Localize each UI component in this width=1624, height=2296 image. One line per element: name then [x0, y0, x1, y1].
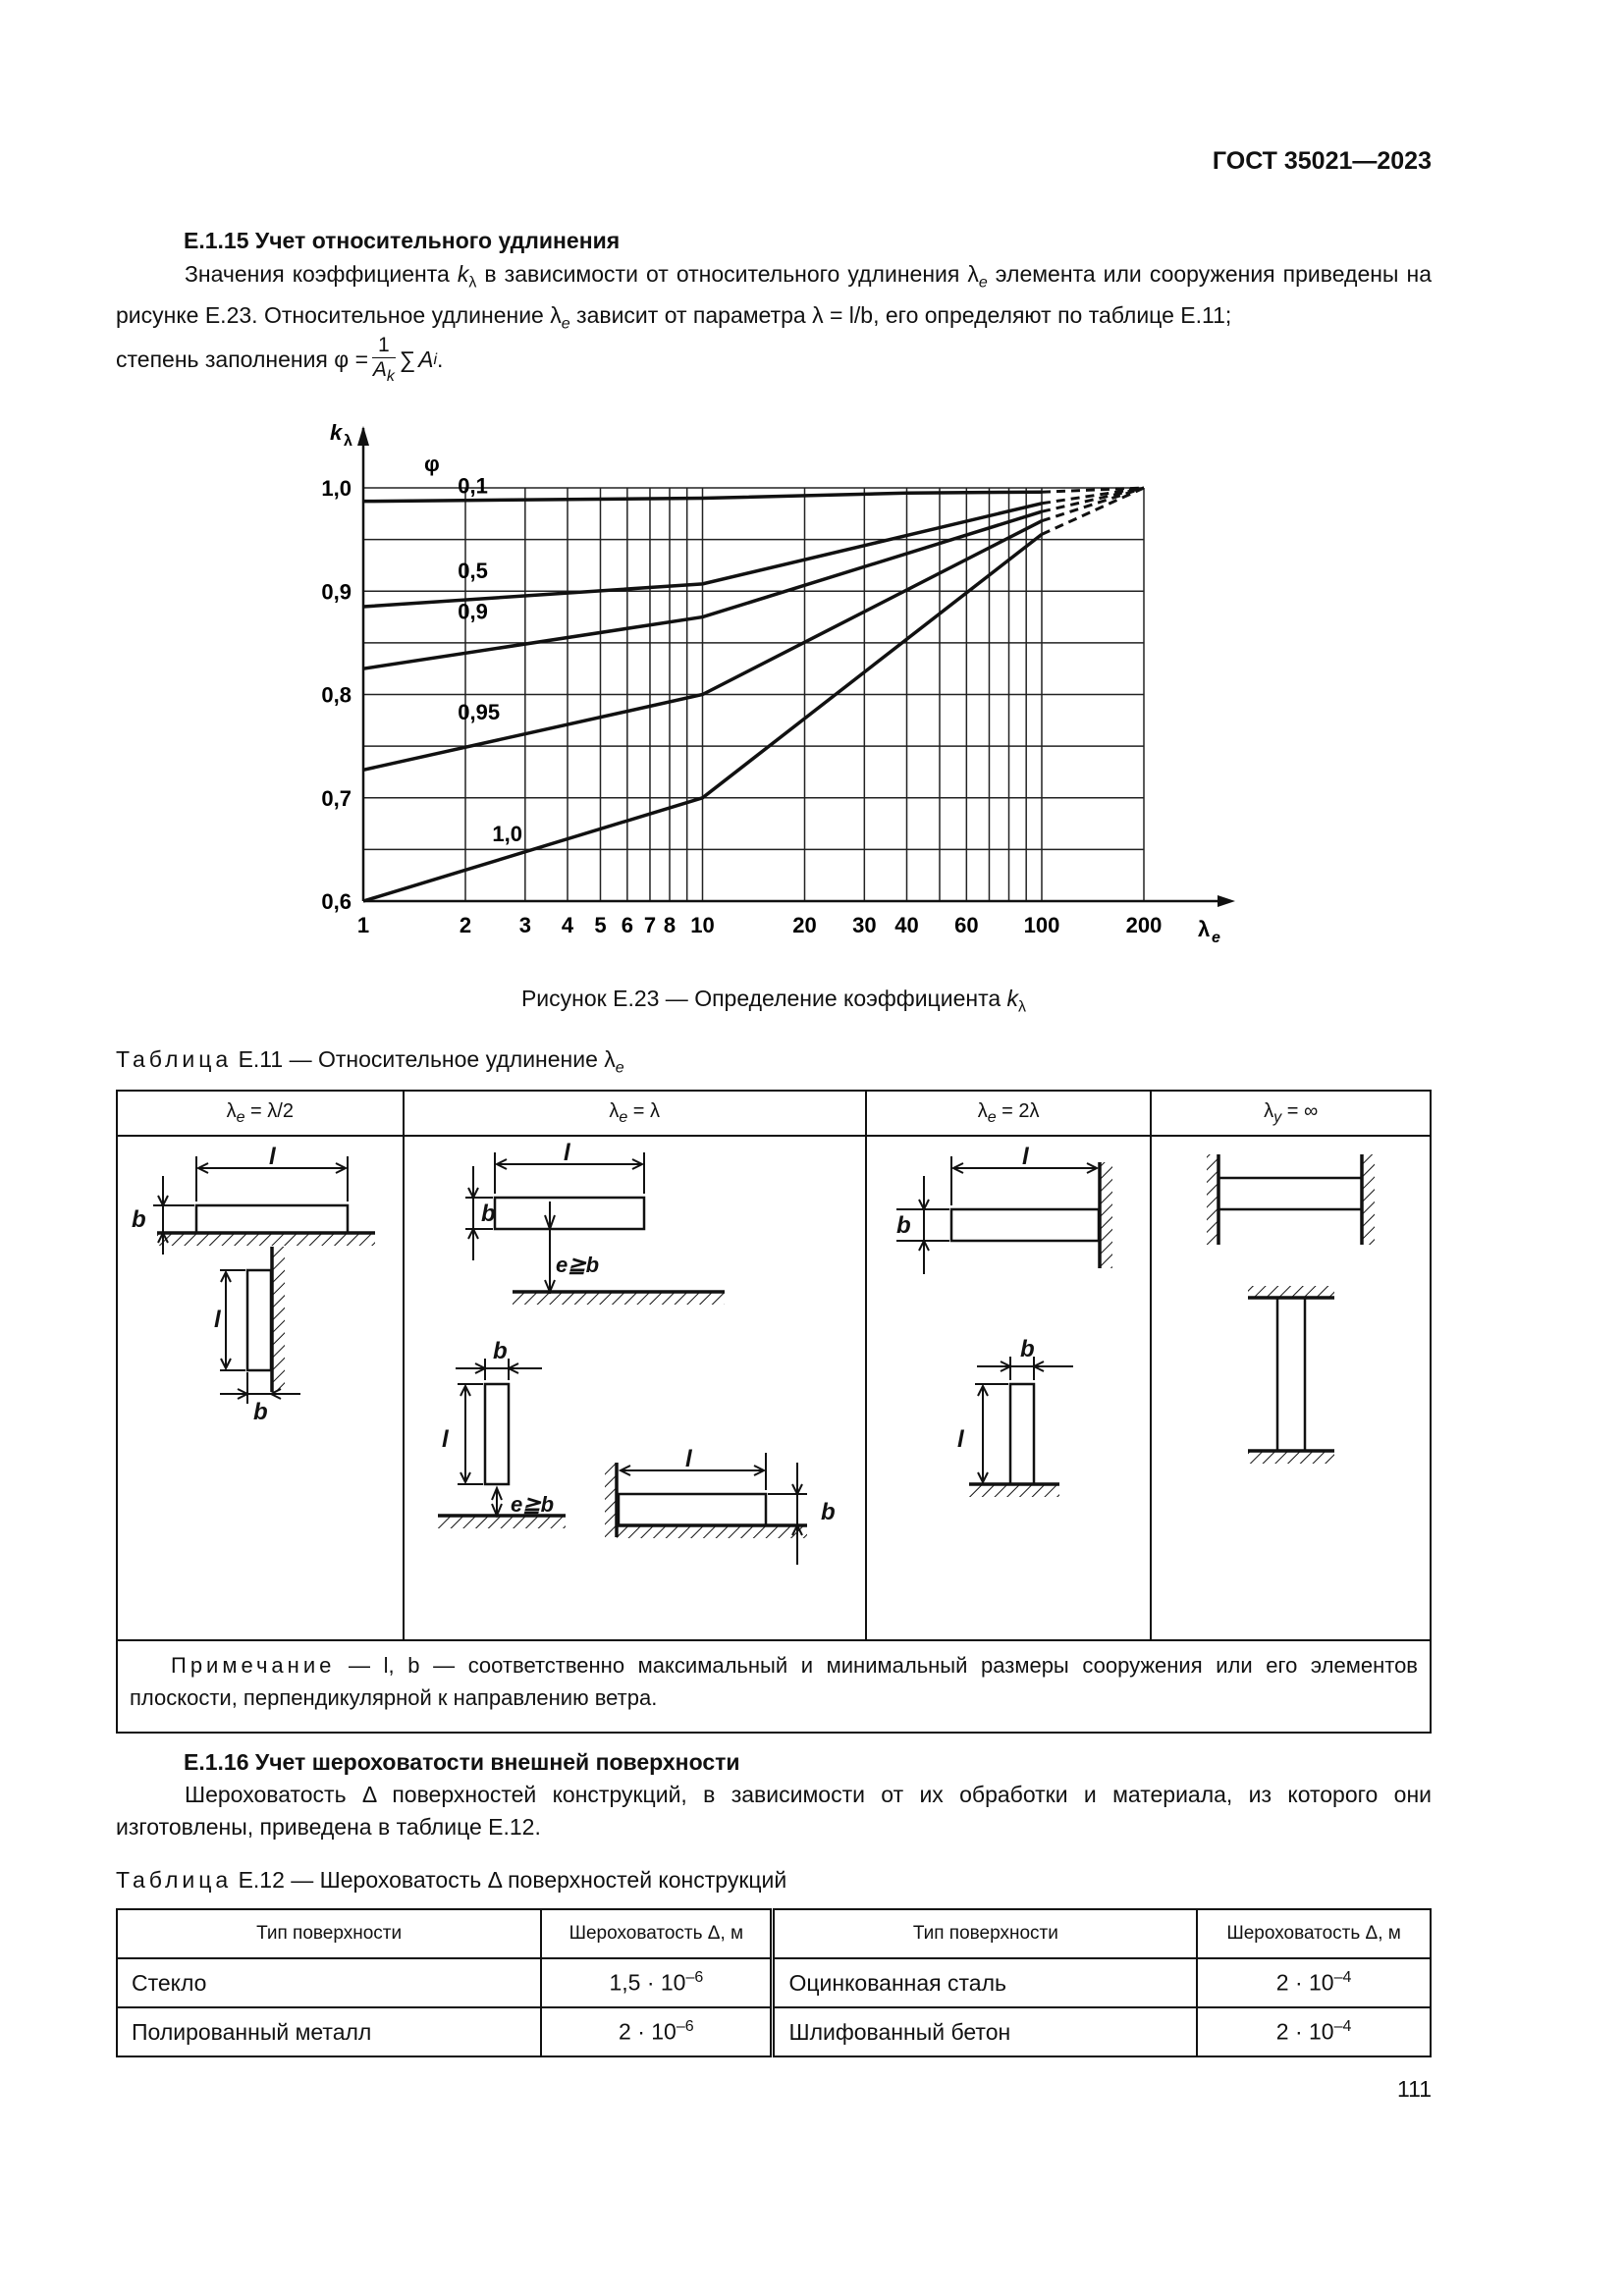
- table-e11-header-half: $\lambda_e = \lambda/2$: [117, 1091, 404, 1136]
- x-tick-label: 200: [1125, 913, 1163, 937]
- y-tick-label: 0,7: [321, 785, 352, 811]
- x-tick-label: 4: [561, 913, 574, 937]
- surface-type: Шлифованный бетон: [773, 2007, 1197, 2056]
- x-tick-label: 40: [894, 913, 919, 937]
- y-tick-label: 0,6: [321, 889, 352, 914]
- table-e12-head-type: Тип поверхности: [117, 1909, 541, 1958]
- table-e12: [116, 1908, 1432, 2057]
- x-tick-label: 6: [621, 913, 633, 937]
- table-row: [117, 1958, 1431, 2007]
- x-tick-label: 10: [690, 913, 715, 937]
- table-e12-head-roughness: Шероховатость Δ, м: [541, 1909, 773, 1958]
- curve-label: 1,0: [492, 821, 522, 846]
- table-e12-head-type: Тип поверхности: [773, 1909, 1197, 1958]
- y-axis-label-sub: λ: [344, 433, 352, 450]
- infinite-elongation-diagram: [1152, 1137, 1432, 1639]
- paragraph-e116: Шероховатость Δ поверхностей конструкций, в зависимости от их обработки и материала, из которого они изготовлены, приведена в таблице Е.12.: [116, 1782, 1432, 1840]
- curve-label: 0,9: [458, 599, 488, 624]
- y-axis-label: k: [330, 420, 343, 445]
- label-b: b: [253, 1399, 268, 1425]
- curve-label: 0,1: [458, 473, 488, 499]
- roughness-value: $2 \cdot 10^{-4}$: [1197, 2007, 1431, 2056]
- roughness-value: $2 \cdot 10^{-4}$: [1197, 1958, 1431, 2007]
- table-e11-header-equal: $\lambda_e = \lambda$: [404, 1091, 866, 1136]
- x-tick-label: 5: [594, 913, 607, 937]
- label-l: l: [214, 1307, 221, 1333]
- y-axis-arrow: [357, 426, 369, 446]
- diagram-cell-infinite: [1151, 1136, 1431, 1640]
- standard-header: ГОСТ 35021—2023: [1212, 147, 1432, 175]
- table-e11-caption: Таблица Е.11 — Относительное удлинение $\lambda_e$: [116, 1046, 624, 1077]
- label-b: b: [895, 1212, 911, 1239]
- x-tick-label: 2: [459, 913, 472, 937]
- figure-caption: Рисунок Е.23 — Определение коэффициента $k_\lambda$: [520, 986, 1027, 1016]
- y-tick-label: 0,8: [321, 682, 352, 708]
- curve-label: 0,95: [458, 699, 501, 724]
- section-title-e116: Е.1.16 Учет шероховатости внешней поверхности: [184, 1749, 740, 1775]
- fill-ratio-formula: степень заполнения φ = $\frac{1}{A_k}$ ∑ A i .: [116, 334, 444, 386]
- label-e: e≧b: [555, 1253, 599, 1277]
- roughness-value: $2 \cdot 10^{-6}$: [541, 2007, 773, 2056]
- curve-label: 0,5: [458, 559, 488, 584]
- y-tick-label: 1,0: [321, 476, 352, 501]
- diagram-cell-equal: [404, 1136, 866, 1640]
- x-tick-label: 1: [356, 913, 370, 937]
- label-b: b: [132, 1206, 146, 1233]
- x-axis-arrow: [1218, 895, 1235, 907]
- diagram-cell-double: [866, 1136, 1152, 1640]
- label-l: l: [563, 1140, 570, 1166]
- label-l: l: [1021, 1144, 1029, 1170]
- label-l: l: [684, 1446, 692, 1472]
- legend-title: φ: [424, 452, 440, 476]
- table-e11-note: Примечание — l, b — соответственно максимальный и минимальный размеры сооружения или его элементов плоскости, перпендикулярной к направлению ветра.: [117, 1640, 1431, 1733]
- roughness-value: $1,5 \cdot 10^{-6}$: [541, 1958, 773, 2007]
- x-tick-label: 20: [792, 913, 817, 937]
- equal-elongation-diagram: [405, 1137, 868, 1639]
- surface-type: Стекло: [117, 1958, 541, 2007]
- label-b: b: [480, 1201, 496, 1227]
- half-elongation-diagram: [118, 1137, 405, 1639]
- page-number: 111: [1397, 2076, 1432, 2102]
- x-tick-label: 60: [954, 913, 979, 937]
- surface-type: Полированный металл: [117, 2007, 541, 2056]
- label-e: e≧b: [510, 1492, 554, 1517]
- label-b: b: [1019, 1336, 1035, 1362]
- section-title-e115: Е.1.15 Учет относительного удлинения: [184, 228, 621, 253]
- x-axis-label: λ: [1198, 917, 1211, 941]
- label-b: b: [492, 1338, 508, 1364]
- diagram-cell-half: [117, 1136, 404, 1640]
- x-tick-label: 8: [663, 913, 677, 937]
- table-row: [117, 2007, 1431, 2056]
- surface-type: Оцинкованная сталь: [773, 1958, 1197, 2007]
- paragraph-e115: Значения коэффициента $k_\lambda$ в зависимости от относительного удлинения $\lambda_e$ элемента или сооружения приведены на рисунке Е.23. Относительное удлинение $\lambda_e$ зависит от параметра λ = l/b, его определяют по таблице Е.11;: [116, 261, 1432, 333]
- x-tick-label: 30: [852, 913, 877, 937]
- x-tick-label: 7: [643, 913, 657, 937]
- double-elongation-diagram: [867, 1137, 1153, 1639]
- table-e12-caption: Таблица Е.12 — Шероховатость Δ поверхностей конструкций: [116, 1867, 787, 1893]
- y-tick-label: 0,9: [321, 579, 352, 605]
- table-e11: [116, 1090, 1432, 1734]
- table-e12-head-roughness: Шероховатость Δ, м: [1197, 1909, 1431, 1958]
- table-e11-header-infinite: $\lambda_y$ = ∞: [1151, 1091, 1431, 1136]
- x-tick-label: 3: [518, 913, 531, 937]
- label-b: b: [820, 1499, 836, 1525]
- x-axis-label-sub: e: [1212, 930, 1220, 946]
- label-l: l: [269, 1144, 276, 1170]
- label-l: l: [441, 1426, 449, 1453]
- table-e11-header-double: $\lambda_e = 2\lambda$: [866, 1091, 1152, 1136]
- k-lambda-chart: [295, 412, 1237, 962]
- x-tick-label: 100: [1023, 913, 1060, 937]
- label-l: l: [956, 1426, 964, 1453]
